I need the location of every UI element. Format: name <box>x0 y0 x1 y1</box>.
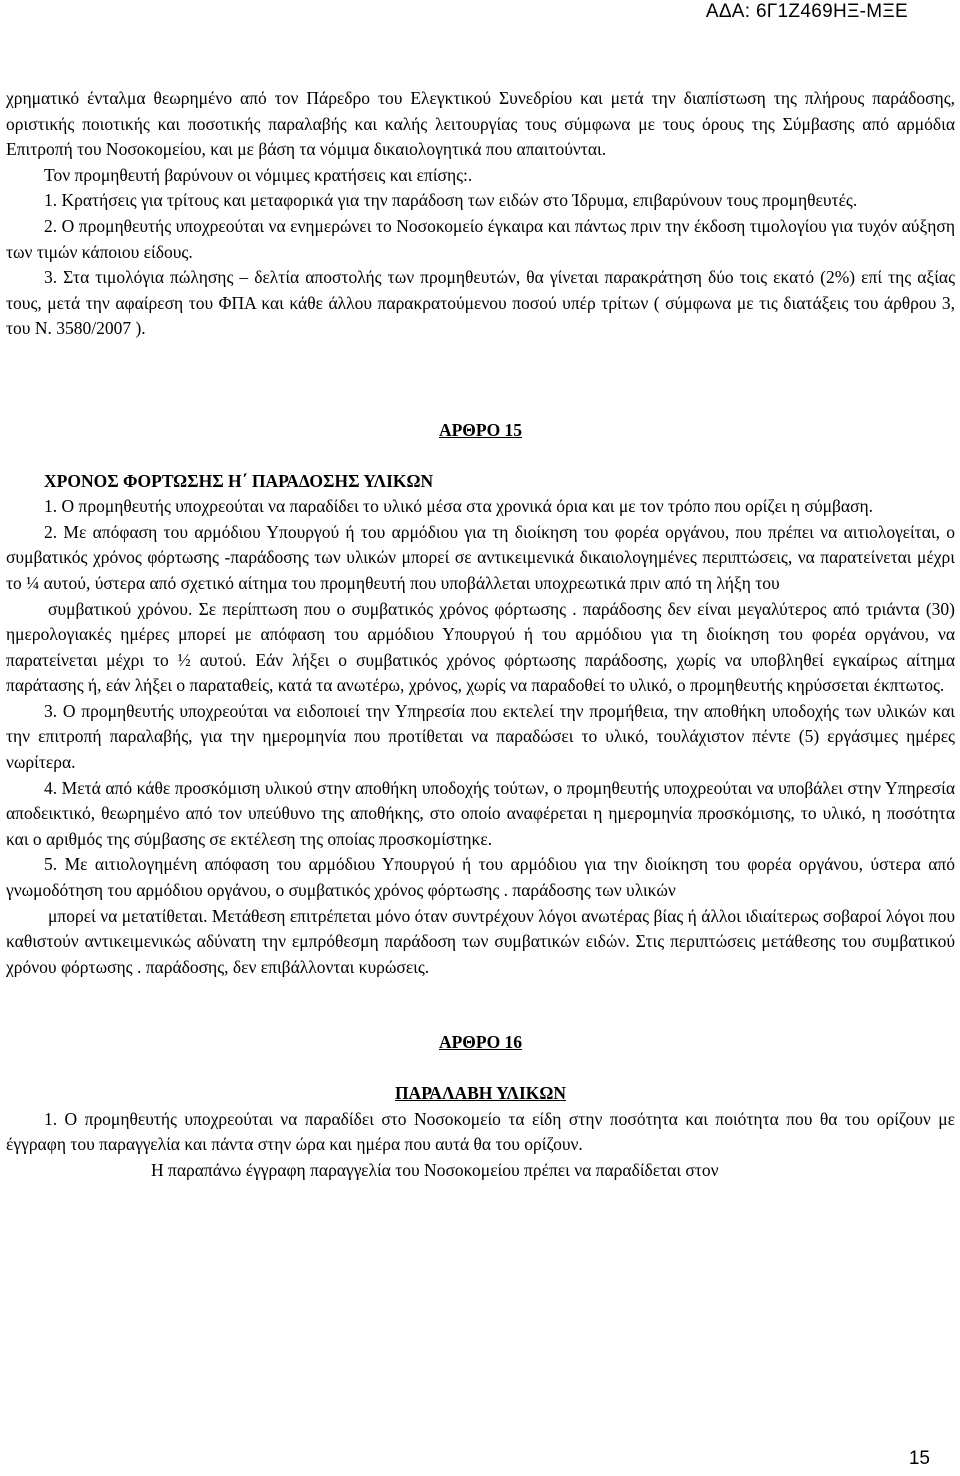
page-number: 15 <box>908 1448 930 1469</box>
article-16-title: ΑΡΘΡΟ 16 <box>438 1032 523 1053</box>
article-15-title: ΑΡΘΡΟ 15 <box>438 419 523 440</box>
article-16-para-1: 1. Ο προμηθευτής υποχρεούται να παραδίδει στο Νοσοκομείο τα είδη στην ποσότητα και ποιότητα που θα του ορίζουν με έγγραφη του παραγγελία και πάντα στην ώρα και ημέρα που αυτά θα του ορίζουν. <box>6 1108 955 1155</box>
paragraph-payment: χρηματικό ένταλμα θεωρημένο από τον Πάρεδρο του Ελεγκτικού Συνεδρίου και μετά την διαπίστωση της πλήρους παράδοσης, οριστικής ποιοτικής και ποσοτικής παραλαβής και καλής λειτουργίας τους σύμφωνα με τους όρους της Σύμβασης από αρμόδια Επιτροπή του Νοσοκομείου, και με βάση τα νόμιμα δικαιολογητικά που απαιτούνται. <box>6 88 955 160</box>
article-15-para-4: 4. Μετά από κάθε προσκόμιση υλικού στην αποθήκη υποδοχής τούτων, ο προμηθευτής υποχρεούται να υποβάλει στην Υπηρεσία αποδεικτικό, θεωρημένο από τον υπεύθυνο της αποθήκης, στο οποίο αναφέρεται η ημερομηνία προσκόμισης, το υλικό, η ποσότητα και ο αριθμός της σύμβασης σε εκτέλεση της οποίας προσκομίστηκε. <box>6 777 955 849</box>
ada-code: ΑΔΑ: 6Γ1Ζ469ΗΞ-ΜΞΕ <box>705 1 908 22</box>
article-16-subtitle: ΠΑΡΑΛΑΒΗ ΥΛΙΚΩΝ <box>394 1083 567 1103</box>
deduction-item-1: 1. Κρατήσεις για τρίτους και μεταφορικά για την παράδοση των ειδών στο Ίδρυμα, επιβαρύνουν τους προμηθευτές. <box>44 190 858 211</box>
article-15-para-5-cont: μπορεί να μετατίθεται. Μετάθεση επιτρέπεται μόνο όταν συντρέχουν λόγοι ανωτέρας βίας ή άλλοι ιδιαίτερως σοβαροί λόγοι που καθιστούν αντικειμενικώς αδύνατη την εμπρόθεσμη παράδοση των συμβατικών ειδών. Στις περιπτώσεις μετάθεσης του συμβατικού χρόνου φόρτωσης . παράδοσης, δεν επιβάλλονται κυρώσεις. <box>6 905 955 977</box>
article-15-para-5: 5. Με αιτιολογημένη απόφαση του αρμόδιου Υπουργού ή του αρμόδιου για την διοίκηση του φορέα οργάνου, ύστερα από γνωμοδότηση του αρμόδιου οργάνου, ο συμβατικός χρόνος φόρτωσης . παράδοσης των υλικών <box>6 854 955 901</box>
paragraph-deductions-intro: Τον προμηθευτή βαρύνουν οι νόμιμες κρατήσεις και επίσης:. <box>44 164 473 185</box>
article-15-para-1: 1. Ο προμηθευτής υποχρεούται να παραδίδει το υλικό μέσα στα χρονικά όρια και με τον τρόπο που ορίζει η σύμβαση. <box>44 496 874 517</box>
article-15-subtitle: ΧΡΟΝΟΣ ΦΟΡΤΩΣΗΣ Η΄ ΠΑΡΑΔΟΣΗΣ ΥΛΙΚΩΝ <box>44 470 434 491</box>
article-15-para-2: 2. Με απόφαση του αρμόδιου Υπουργού ή του αρμόδιου για τη διοίκηση του φορέα οργάνου, που πρέπει να αιτιολογείται, ο συμβατικός χρόνος φόρτωσης -παράδοσης των υλικών μπορεί σε αντικειμενικά δικαιολογημένες περιπτώσεις, να παρατείνεται μέχρι το ¼ αυτού, ύστερα από σχετικό αίτημα του προμηθευτή που υποβάλλεται υποχρεωτικά πριν από τη λήξη του <box>6 521 955 593</box>
deduction-item-2: 2. Ο προμηθευτής υποχρεούται να ενημερώνει το Νοσοκομείο έγκαιρα και πάντως πριν την έκδοση τιμολογίου για τυχόν αύξηση των τιμών κάποιου είδους. <box>6 215 955 262</box>
article-15-para-3: 3. Ο προμηθευτής υποχρεούται να ειδοποιεί την Υπηρεσία που εκτελεί την προμήθεια, την αποθήκη υποδοχής των υλικών και την επιτροπή παραλαβής, για την ημερομηνία που προτίθεται να παραδώσει το υλικό, τουλάχιστον πέντε (5) εργάσιμες ημέρες νωρίτερα. <box>6 700 955 773</box>
article-15-para-2-cont: συμβατικού χρόνου. Σε περίπτωση που ο συμβατικός χρόνος φόρτωσης . παράδοσης δεν είναι μεγαλύτερος από τριάντα (30) ημερολογιακές ημέρες μπορεί με απόφαση του αρμόδιου Υπουργού ή του αρμόδιου για τη διοίκηση του φορέα οργάνου, να παρατείνεται μέχρι το ½ αυτού. Εάν λήξει ο συμβατικός χρόνος φόρτωσης παράδοσης, χωρίς να υποβληθεί εγκαίρως αίτημα παράτασης ή, εάν λήξει ο παραταθείς, κατά τα ανωτέρω, χρόνος, χωρίς να παραδοθεί το υλικό, ο προμηθευτής κηρύσσεται έκπτωτος. <box>6 598 955 696</box>
document-body <box>6 86 955 1183</box>
article-16-para-2: Η παραπάνω έγγραφη παραγγελία του Νοσοκομείου πρέπει να παραδίδεται στον <box>151 1159 719 1180</box>
deduction-item-3: 3. Στα τιμολόγια πώλησης – δελτία αποστολής των προμηθευτών, θα γίνεται παρακράτηση δύο τοις εκατό (2%) επί της αξίας τους, μετά την αφαίρεση του ΦΠΑ και κάθε άλλου παρακρατούμενου ποσού υπέρ τρίτων ( σύμφωνα με τις διατάξεις του άρθρου 3, του Ν. 3580/2007 ). <box>6 267 955 339</box>
